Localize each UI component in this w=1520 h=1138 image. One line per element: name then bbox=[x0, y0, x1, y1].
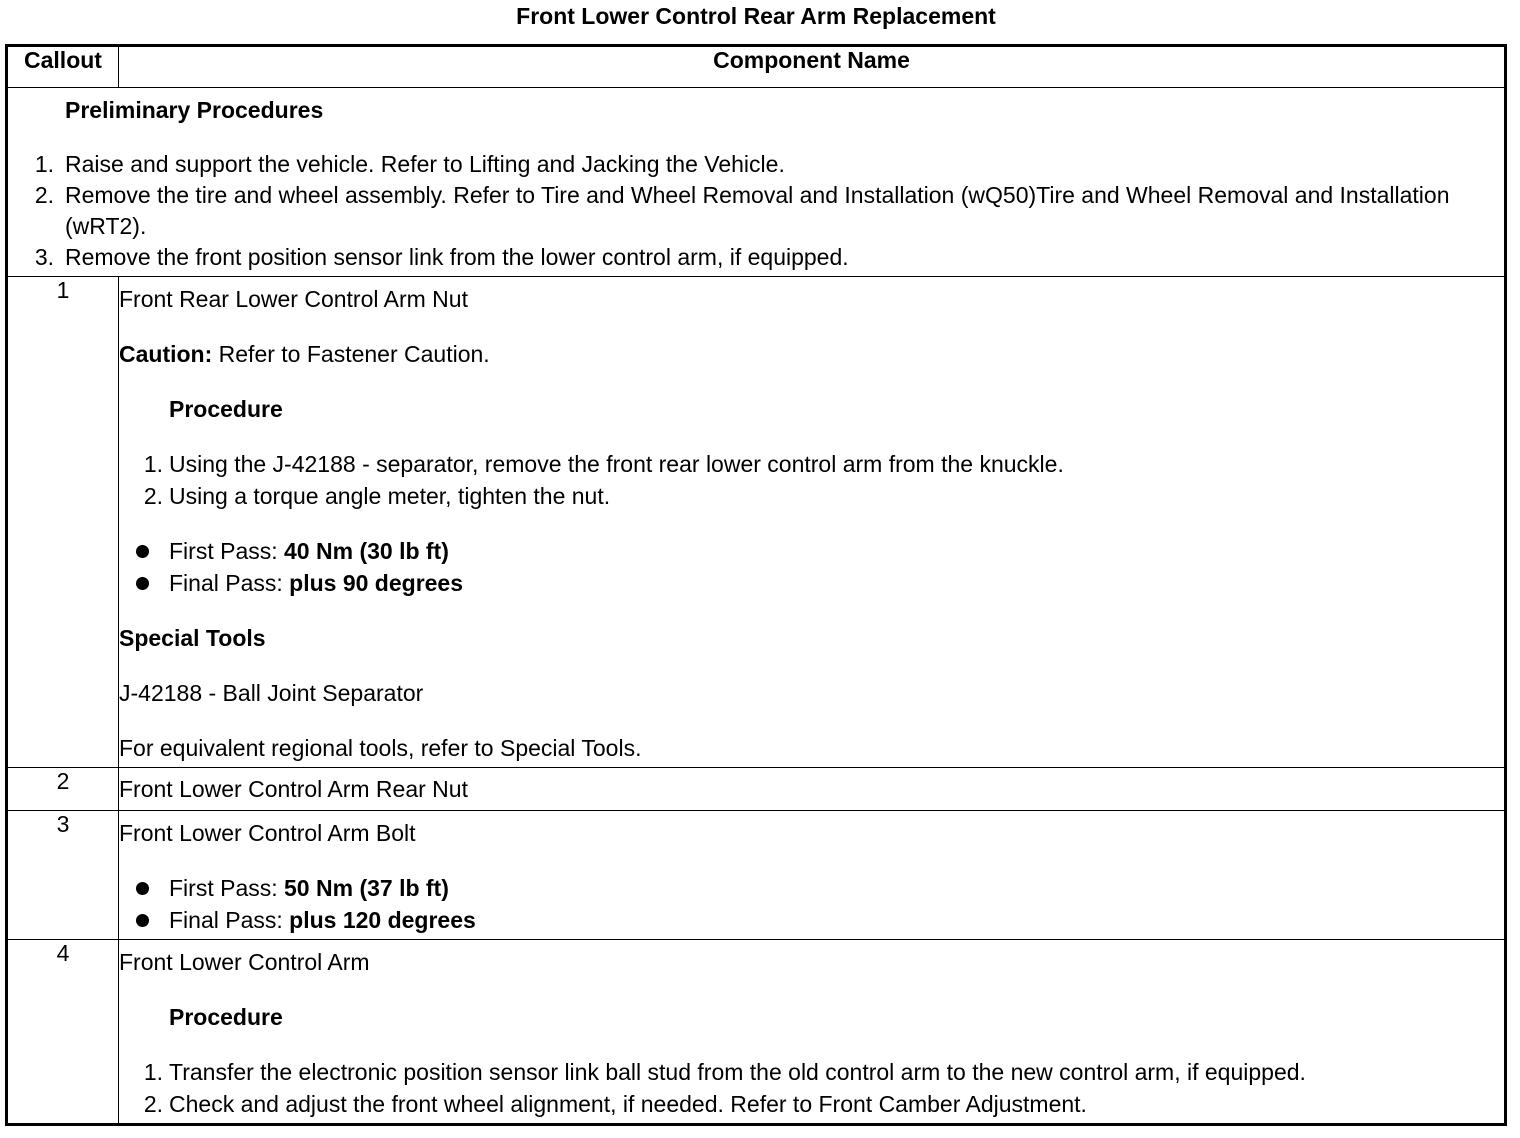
procedure-heading: Procedure bbox=[169, 396, 283, 422]
component-name: Front Rear Lower Control Arm Nut bbox=[119, 286, 468, 312]
tool-note: For equivalent regional tools, refer to Special Tools. bbox=[119, 735, 642, 761]
component-cell bbox=[119, 277, 1506, 768]
spec-label: Final Pass: bbox=[169, 570, 290, 596]
procedure-step bbox=[119, 1088, 1504, 1120]
component-name: Front Lower Control Arm Rear Nut bbox=[119, 776, 468, 802]
step-text: Raise and support the vehicle. Refer to Lifting and Jacking the Vehicle. bbox=[65, 151, 785, 177]
step-text: Using a torque angle meter, tighten the nut. bbox=[169, 483, 611, 509]
procedure-step bbox=[119, 480, 1504, 512]
bullet-icon bbox=[136, 882, 149, 895]
component-cell bbox=[119, 768, 1506, 811]
torque-spec bbox=[119, 872, 1504, 904]
step-text: Using the J-42188 - separator, remove the front rear lower control arm from the knuckle. bbox=[169, 451, 1064, 477]
step-number: 1. bbox=[143, 1059, 163, 1085]
spec-label: Final Pass: bbox=[169, 907, 290, 933]
component-header: Component Name bbox=[119, 46, 1506, 88]
step-number: 2. bbox=[34, 182, 54, 208]
torque-spec bbox=[119, 904, 1504, 936]
preliminary-step bbox=[8, 180, 1504, 242]
preliminary-row bbox=[7, 88, 1506, 277]
bullet-icon bbox=[136, 577, 149, 590]
component-name: Front Lower Control Arm bbox=[119, 949, 370, 975]
step-text: Remove the front position sensor link from the lower control arm, if equipped. bbox=[65, 244, 849, 270]
table-row bbox=[7, 277, 1506, 768]
step-number: 1. bbox=[143, 451, 163, 477]
caution-text: Refer to Fastener Caution. bbox=[212, 341, 490, 367]
callout-cell: 1 bbox=[7, 277, 119, 768]
preliminary-step bbox=[8, 242, 1504, 273]
special-tools-heading: Special Tools bbox=[119, 625, 266, 651]
bullet-icon bbox=[136, 545, 149, 558]
step-number: 2. bbox=[143, 1091, 163, 1117]
procedure-heading: Procedure bbox=[169, 1004, 283, 1030]
spec-label: First Pass: bbox=[169, 875, 285, 901]
step-number: 3. bbox=[34, 244, 54, 270]
spec-value: plus 90 degrees bbox=[289, 570, 464, 596]
preliminary-heading: Preliminary Procedures bbox=[65, 97, 324, 123]
table-row bbox=[7, 768, 1506, 811]
step-number: 1. bbox=[34, 151, 54, 177]
page-title: Front Lower Control Rear Arm Replacement bbox=[516, 3, 996, 29]
torque-spec bbox=[119, 535, 1504, 567]
component-cell bbox=[119, 811, 1506, 940]
table-row bbox=[7, 811, 1506, 940]
table-header-row bbox=[7, 46, 1506, 88]
step-number: 2. bbox=[143, 483, 163, 509]
special-tool: J-42188 - Ball Joint Separator bbox=[119, 680, 424, 706]
step-text: Transfer the electronic position sensor link ball stud from the old control arm to the new control arm, if equipped. bbox=[169, 1059, 1306, 1085]
callout-cell: 2 bbox=[7, 768, 119, 811]
caution-note bbox=[119, 338, 1504, 370]
procedure-step bbox=[119, 448, 1504, 480]
callout-cell: 4 bbox=[7, 940, 119, 1125]
caution-label: Caution: bbox=[119, 341, 213, 367]
step-text: Remove the tire and wheel assembly. Refer to Tire and Wheel Removal and Installation (wQ50)Tire and Wheel Removal and Installation (wRT2). bbox=[65, 182, 1450, 239]
component-name: Front Lower Control Arm Bolt bbox=[119, 820, 416, 846]
component-cell bbox=[119, 940, 1506, 1125]
preliminary-step bbox=[8, 149, 1504, 180]
torque-spec bbox=[119, 567, 1504, 599]
spec-value: 50 Nm (37 lb ft) bbox=[284, 875, 449, 901]
spec-label: First Pass: bbox=[169, 538, 285, 564]
callout-header: Callout bbox=[7, 46, 119, 88]
callout-cell: 3 bbox=[7, 811, 119, 940]
step-text: Check and adjust the front wheel alignment, if needed. Refer to Front Camber Adjustment. bbox=[169, 1091, 1087, 1117]
spec-value: 40 Nm (30 lb ft) bbox=[284, 538, 449, 564]
procedure-step bbox=[119, 1056, 1504, 1088]
spec-value: plus 120 degrees bbox=[289, 907, 476, 933]
table-row bbox=[7, 940, 1506, 1125]
procedure-table bbox=[5, 44, 1507, 1126]
bullet-icon bbox=[136, 914, 149, 927]
preliminary-cell bbox=[7, 88, 1506, 277]
